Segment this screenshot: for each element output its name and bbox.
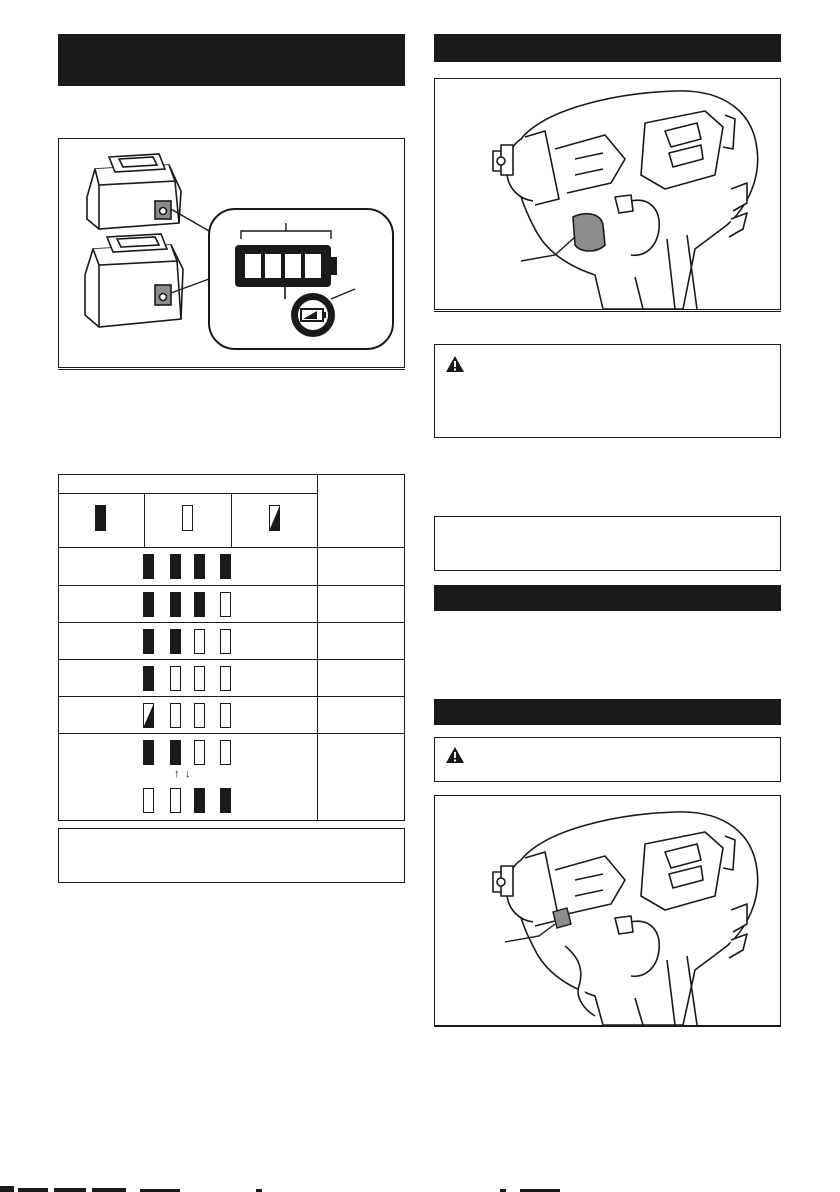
lamp-off xyxy=(170,666,181,691)
battery-pack-large xyxy=(85,234,183,327)
legend-off-lamp xyxy=(182,505,193,531)
lamp-off xyxy=(194,703,205,728)
footer-strip xyxy=(0,1186,840,1192)
lamp-off xyxy=(194,740,205,765)
lamp-off xyxy=(170,788,181,813)
lamp-on xyxy=(170,592,181,617)
caution-box-1 xyxy=(434,344,781,438)
lamp-off xyxy=(143,788,154,813)
lamp-off xyxy=(194,629,205,654)
table-note-box xyxy=(58,828,405,883)
lamp-on xyxy=(143,592,154,617)
legend-blinking-lamp xyxy=(269,505,280,531)
lamp-off xyxy=(220,592,231,617)
lamp-on xyxy=(194,554,205,579)
right-section-header-1 xyxy=(434,34,781,62)
legend-lit-lamp xyxy=(95,505,106,531)
battery-illustration xyxy=(59,139,404,367)
left-section-header xyxy=(58,34,405,86)
impact-wrench-lamp-illustration xyxy=(435,796,780,1025)
lamp-on xyxy=(194,592,205,617)
lamp-on xyxy=(143,554,154,579)
right-section-header-3 xyxy=(434,699,781,725)
lamp-on xyxy=(194,788,205,813)
lamp-on xyxy=(143,666,154,691)
figure-divider-left xyxy=(58,369,405,370)
lamp-blink xyxy=(143,703,154,728)
lamp-on xyxy=(220,788,231,813)
impact-wrench-illustration xyxy=(435,79,780,309)
tool-figure-2 xyxy=(434,795,781,1026)
lamp-on xyxy=(170,629,181,654)
right-section-header-2 xyxy=(434,585,781,611)
battery-pack-small xyxy=(87,154,181,229)
lamp-off xyxy=(220,703,231,728)
figure-divider-right-1 xyxy=(434,311,781,312)
lamp-on xyxy=(143,629,154,654)
warning-triangle-icon xyxy=(445,746,465,764)
lamp-off xyxy=(220,740,231,765)
lamp-off xyxy=(220,629,231,654)
battery-capacity-table xyxy=(58,474,405,821)
lamp-off xyxy=(220,666,231,691)
tool-figure-1 xyxy=(434,78,781,310)
lamp-on xyxy=(170,554,181,579)
battery-indicator-figure xyxy=(58,138,405,368)
arrow-down-icon: ↓ xyxy=(185,768,191,780)
lamp-on xyxy=(143,740,154,765)
warning-triangle-icon xyxy=(445,355,465,373)
caution-box-2 xyxy=(434,737,781,782)
figure-divider-right-2 xyxy=(434,1026,781,1027)
lamp-on xyxy=(170,740,181,765)
right-note-box xyxy=(434,516,781,571)
arrow-up-icon: ↑ xyxy=(174,768,180,780)
lamp-off xyxy=(194,666,205,691)
lamp-on xyxy=(220,554,231,579)
lamp-off xyxy=(170,703,181,728)
